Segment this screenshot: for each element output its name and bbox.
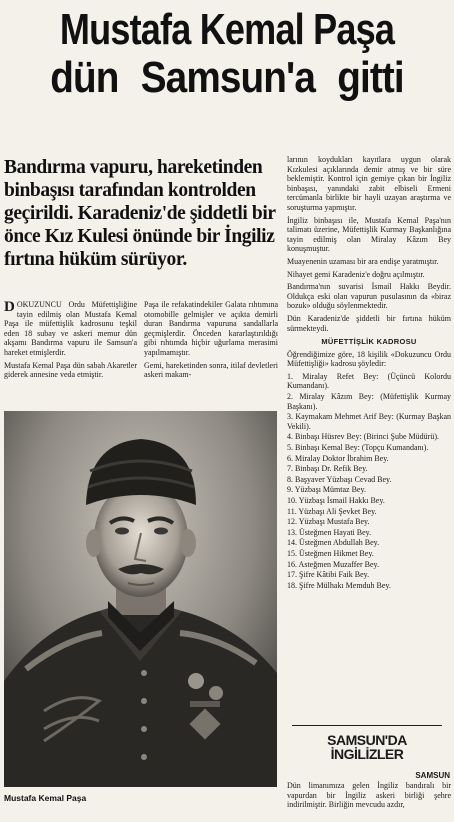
deck-line: binbaşısı tarafından kontrolden <box>4 180 256 201</box>
paragraph: Muayenenin uzaması bir ara endişe yaratmıştır. <box>287 256 439 266</box>
deck-line: geçirildi. Karadeniz'de şiddetli bir <box>4 203 276 224</box>
roster-item: 11. Yüzbaşı Ali Şevket Bey. <box>287 506 377 516</box>
roster-item: 12. Yüzbaşı Mustafa Bey. <box>287 517 370 527</box>
paragraph: Mustafa Kemal Paşa dün sabah Akaretler giderek annesine veda etmiştir. <box>4 360 137 380</box>
roster-item: 13. Üsteğmen Hayati Bey. <box>287 527 372 537</box>
roster-item: 9. Yüzbaşı Mümtaz Bey. <box>287 485 366 495</box>
deck-line: önce Kız Kulesi önünde bir İngiliz <box>4 226 275 247</box>
headline <box>0 6 454 102</box>
photo-caption: Mustafa Kemal Paşa <box>4 793 87 803</box>
roster-item: 1. Miralay Refet Bey: (Üçüncü Kolordu Kumandanı). <box>287 371 451 391</box>
deck-line: Bandırma vapuru, hareketinden <box>4 157 263 178</box>
box-title <box>307 733 427 761</box>
headline-line-1: Mustafa Kemal Paşa <box>59 5 395 54</box>
lead-paragraph <box>4 300 137 358</box>
paragraph: Gemi, hareketinden sonra, itilaf devletleri askeri makam- <box>144 360 278 380</box>
roster-item: 10. Yüzbaşı İsmail Hakkı Bey. <box>287 496 385 505</box>
portrait-photo <box>4 411 277 787</box>
column-a <box>4 300 137 383</box>
headline-line-2: dün Samsun'a gitti <box>50 53 404 102</box>
roster-item: 16. Asteğmen Muzaffer Bey. <box>287 559 379 569</box>
portrait-illustration <box>4 411 277 787</box>
roster-item: 4. Binbaşı Hüsrev Bey: (Birinci Şube Müdürü). <box>287 432 439 442</box>
roster-item: 17. Şifre Kâtibi Faik Bey. <box>287 570 370 580</box>
roster-item: 18. Şifre Mülhakı Memduh Bey. <box>287 580 391 590</box>
roster-item: 2. Miralay Kâzım Bey: (Müfettişlik Kurmay Başkanı). <box>287 392 451 411</box>
roster-item: 3. Kaymakam Mehmet Arif Bey: (Kurmay Başkan Vekili). <box>287 412 451 431</box>
roster-item: 8. Başyaver Yüzbaşı Cevad Bey. <box>287 474 392 484</box>
roster-item: 7. Binbaşı Dr. Refik Bey. <box>287 464 368 474</box>
section-subhead: MÜFETTİŞLİK KADROSU <box>321 337 417 347</box>
paragraph: larının koydukları kayıtlara uygun olarak Kızkulesi açıklarında demir atmış ve bir süre beklemiştir. Kontrol için gemiye çıkan bir İngiliz binbaşısı, yanındaki zabit elbiseli Ermeni tercümanla birlikte bir hayli uzayan araştırma ve soruşturma yapmıştır. <box>287 155 451 212</box>
paragraph: Bandırma'nın suvarisi İsmail Hakkı Beydir. Oldukça eski olan vapurun pusulasının da «biraz bozuk» olduğu söylenmektedir. <box>287 282 451 311</box>
box-text <box>287 781 451 810</box>
column-right <box>287 155 451 591</box>
paragraph: Öğrendiğimize göre, 18 kişilik «Dokuzuncu Ordu Müfettişliği» kadrosu şöyledir: <box>287 349 451 369</box>
paragraph: Paşa ile refakatindekiler Galata rıhtımına otomobille gelmişler ve açıkta demirli duran Bandırma vapuruna sandallarla geçmişlerdir. Önceden kararlaştırıldığı gibi rıhtımda hiçbir uğurlama merasimi yapılmamıştır. <box>144 300 278 357</box>
paragraph: Dün limanımıza gelen İngiliz bandıralı bir vapurdan bir İngiliz askeri birliği şehre indirilmiştir. Birliğin mevcudu azdır, <box>287 781 451 810</box>
dateline: SAMSUN <box>415 771 450 780</box>
paragraph: Dün Karadeniz'de şiddetli bir fırtına hüküm sürmekteydi. <box>287 313 451 333</box>
deck-line: fırtına hüküm sürüyor. <box>4 249 187 270</box>
drop-cap: D <box>4 299 15 315</box>
roster-item: 15. Üsteğmen Hikmet Bey. <box>287 548 374 558</box>
box-rule <box>292 725 442 726</box>
staff-roster <box>287 372 451 590</box>
roster-item: 6. Miralay Doktor İbrahim Bey. <box>287 453 389 463</box>
box-title-line: SAMSUN'DA <box>327 732 407 748</box>
deck <box>4 156 280 271</box>
roster-item: 5. Binbaşı Kemal Bey: (Topçu Kumandanı). <box>287 443 429 453</box>
box-title-line: İNGİLİZLER <box>330 746 404 762</box>
paragraph: İngiliz binbaşısı ile, Mustafa Kemal Paşa'nın talimatı üzerine, Müfettişlik Kurmay Başkanlığına tayin edilmiş olan Miralay Kâzım Bey konuşmuştur. <box>287 215 451 254</box>
lead-text: OKUZUNCU Ordu Müfettişliğine tayin edilmiş olan Mustafa Kemal Paşa ile müfettişlik kadrosunu teşkil eden 18 subay ve askeri memur dün akşamı Bandırma vapuru ile Samsun'a hareket etmişlerdir. <box>4 300 137 357</box>
column-b <box>144 300 278 383</box>
paragraph: Nihayet gemi Karadeniz'e doğru açılmıştır. <box>287 269 425 279</box>
roster-item: 14. Üsteğmen Abdullah Bey. <box>287 538 380 548</box>
